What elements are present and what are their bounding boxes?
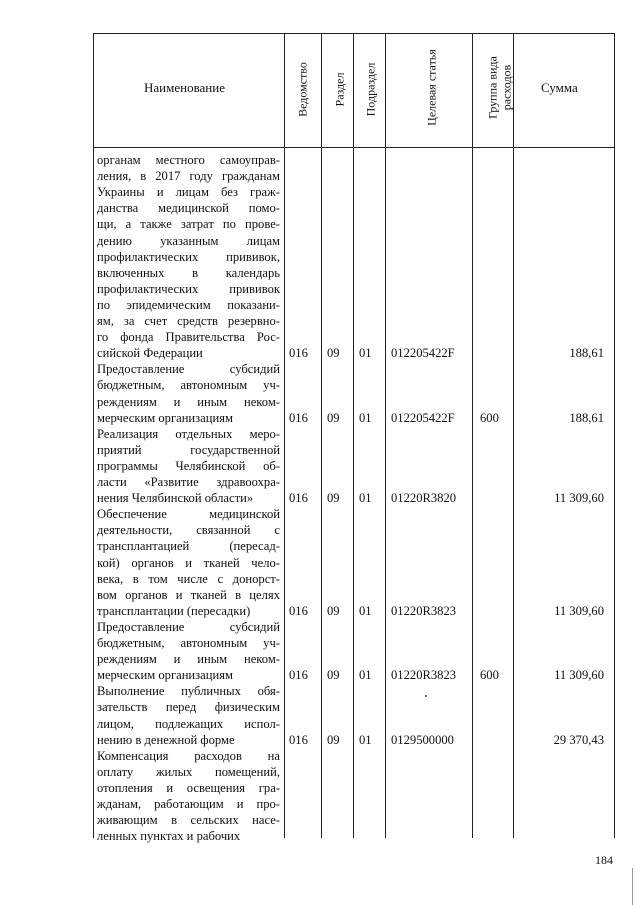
row-name-line: профилактических прививок: [97, 281, 280, 296]
row-gruppa: 600: [480, 668, 499, 683]
row-razdel: 09: [327, 668, 340, 683]
row-vedomstvo: 016: [289, 491, 308, 506]
row-tselevaya: 01220R3823: [391, 603, 457, 618]
row-name-line: трансплантацией (пересад-: [97, 539, 280, 554]
row-name-line: века, в том числе с донорст-: [97, 571, 280, 586]
row-name-line: ленных пунктах и рабочих: [97, 829, 241, 844]
row-razdel: 09: [327, 603, 340, 618]
header-tselevaya: Целевая статья: [424, 49, 439, 126]
row-tselevaya: 012205422F: [391, 410, 455, 425]
row-name-line: сийской Федерации: [97, 346, 203, 361]
row-name-line: зательств перед физическим: [97, 700, 280, 715]
row-name-line: дению указанным лицам: [97, 233, 280, 248]
row-name-line: нению в денежной форме: [97, 732, 235, 747]
row-name-line: оплату жилых помещений,: [97, 764, 280, 779]
row-name-line: Предоставление субсидий: [97, 362, 280, 377]
row-razdel: 09: [327, 732, 340, 747]
row-name-line: программы Челябинской об-: [97, 458, 280, 473]
col-divider-5: [472, 33, 473, 838]
header-razdel: Раздел: [332, 72, 347, 107]
row-name-line: деятельности, связанной с: [97, 523, 280, 538]
row-vedomstvo: 016: [289, 668, 308, 683]
col-divider-6: [513, 33, 514, 838]
row-name-line: профилактических прививок,: [97, 249, 280, 264]
header-gruppa-line1: Группа вида: [485, 56, 500, 119]
row-name-line: бюджетным, автономным уч-: [97, 636, 280, 650]
row-name-line: Выполнение публичных обя-: [97, 684, 280, 699]
row-name-line: органам местного самоуправ-: [97, 153, 280, 167]
table-header-bottom-border: [93, 147, 615, 148]
col-divider-2: [321, 33, 322, 838]
row-name-line: нения Челябинской области»: [97, 491, 254, 506]
row-vedomstvo: 016: [289, 732, 308, 747]
table-right-border: [614, 33, 615, 838]
table-left-border: [93, 33, 94, 838]
row-name-line: ласти «Развитие здравоохра-: [97, 475, 280, 489]
row-summa: 11 309,60: [554, 491, 604, 506]
row-summa: 188,61: [569, 346, 604, 361]
row-summa: 29 370,43: [553, 732, 604, 747]
col-divider-3: [353, 33, 354, 838]
row-name-line: го фонда Правительства Рос-: [97, 330, 280, 345]
row-name-line: Реализация отдельных меро-: [97, 426, 280, 441]
col-divider-4: [385, 33, 386, 838]
row-name-line: по эпидемическим показани-: [97, 297, 280, 312]
header-gruppa-line2: расходов: [499, 64, 514, 111]
row-summa: 11 309,60: [554, 603, 604, 618]
row-name-line: трансплантации (пересадки): [97, 603, 251, 618]
page-edge-mark: [632, 868, 633, 905]
row-razdel: 09: [327, 410, 340, 425]
row-razdel: 09: [327, 491, 340, 506]
row-vedomstvo: 016: [289, 410, 308, 425]
row-tselevaya: 01220R3820: [391, 491, 457, 506]
row-name-line: Компенсация расходов на: [97, 748, 280, 763]
row-name-line: Обеспечение медицинской: [97, 507, 280, 522]
table-top-border: [93, 33, 615, 34]
row-name-line: живающим в сельских насе-: [97, 813, 280, 828]
row-name-line: вом органов и тканей в целях: [97, 587, 280, 602]
row-summa: 188,61: [569, 410, 604, 425]
row-name-line: бюджетным, автономным уч-: [97, 378, 280, 393]
row-name-line: приятий государственной: [97, 442, 280, 457]
stray-dot: [425, 695, 427, 697]
row-tselevaya: 012205422F: [391, 346, 455, 361]
row-name-line: жданам, работающим и про-: [97, 797, 280, 811]
row-name-line: ям, за счет средств резервно-: [97, 314, 280, 328]
row-name-line: лицом, подлежащих испол-: [97, 716, 280, 731]
row-podrazdel: 01: [359, 491, 372, 506]
page-number: 184: [595, 853, 613, 867]
row-podrazdel: 01: [359, 668, 372, 683]
row-name-line: мерческим организациям: [97, 668, 233, 683]
row-podrazdel: 01: [359, 410, 372, 425]
row-summa: 11 309,60: [554, 668, 604, 683]
row-name-line: Предоставление субсидий: [97, 619, 280, 634]
row-name-line: реждениям и иным неком-: [97, 652, 280, 667]
row-podrazdel: 01: [359, 346, 372, 361]
row-razdel: 09: [327, 346, 340, 361]
row-podrazdel: 01: [359, 732, 372, 747]
row-name-line: щи, а также затрат по прове-: [97, 217, 280, 232]
header-podrazdel: Подраздел: [363, 62, 378, 117]
row-tselevaya: 01220R3823: [391, 668, 457, 683]
header-name: Наименование: [144, 80, 225, 95]
row-gruppa: 600: [480, 410, 499, 425]
header-summa: Сумма: [541, 80, 578, 95]
row-name-line: Украины и лицам без граж-: [97, 185, 280, 200]
row-tselevaya: 0129500000: [391, 732, 454, 747]
header-vedomstvo: Ведомство: [295, 62, 310, 117]
row-vedomstvo: 016: [289, 346, 308, 361]
row-name-line: включенных в календарь: [97, 265, 280, 280]
row-podrazdel: 01: [359, 603, 372, 618]
row-vedomstvo: 016: [289, 603, 308, 618]
row-name-line: мерческим организациям: [97, 410, 233, 425]
row-name-line: реждениям и иным неком-: [97, 394, 280, 409]
row-name-line: отопления и освещения гра-: [97, 780, 280, 795]
row-name-line: ления, в 2017 году гражданам: [97, 169, 280, 184]
col-divider-1: [284, 33, 285, 838]
row-name-line: данства медицинской помо-: [97, 201, 280, 216]
row-name-line: кой) органов и тканей чело-: [97, 555, 280, 570]
